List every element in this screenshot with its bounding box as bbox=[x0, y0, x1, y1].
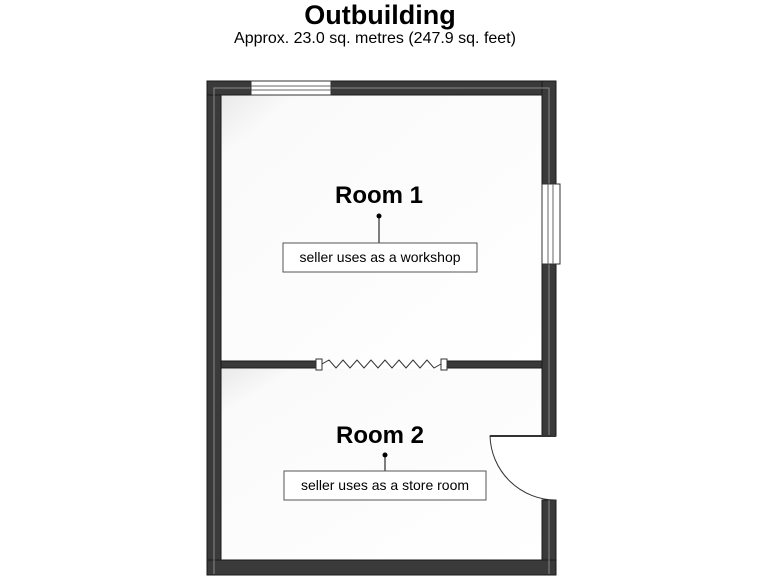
room-2-label: Room 2 bbox=[335, 422, 425, 449]
right-window bbox=[542, 184, 560, 264]
top-window bbox=[251, 81, 331, 95]
room-1-note: seller uses as a workshop bbox=[299, 249, 461, 265]
room-1-label: Room 1 bbox=[334, 182, 424, 209]
floor-room-2 bbox=[221, 369, 542, 560]
room-2-note: seller uses as a store room bbox=[300, 477, 470, 493]
plan-title: Outbuilding bbox=[304, 0, 456, 30]
room-2-pointer-dot bbox=[383, 453, 388, 458]
plan-area-subtitle: Approx. 23.0 sq. metres (247.9 sq. feet) bbox=[234, 30, 516, 47]
room-1-pointer-dot bbox=[377, 214, 382, 219]
floor-room-1 bbox=[221, 95, 542, 363]
